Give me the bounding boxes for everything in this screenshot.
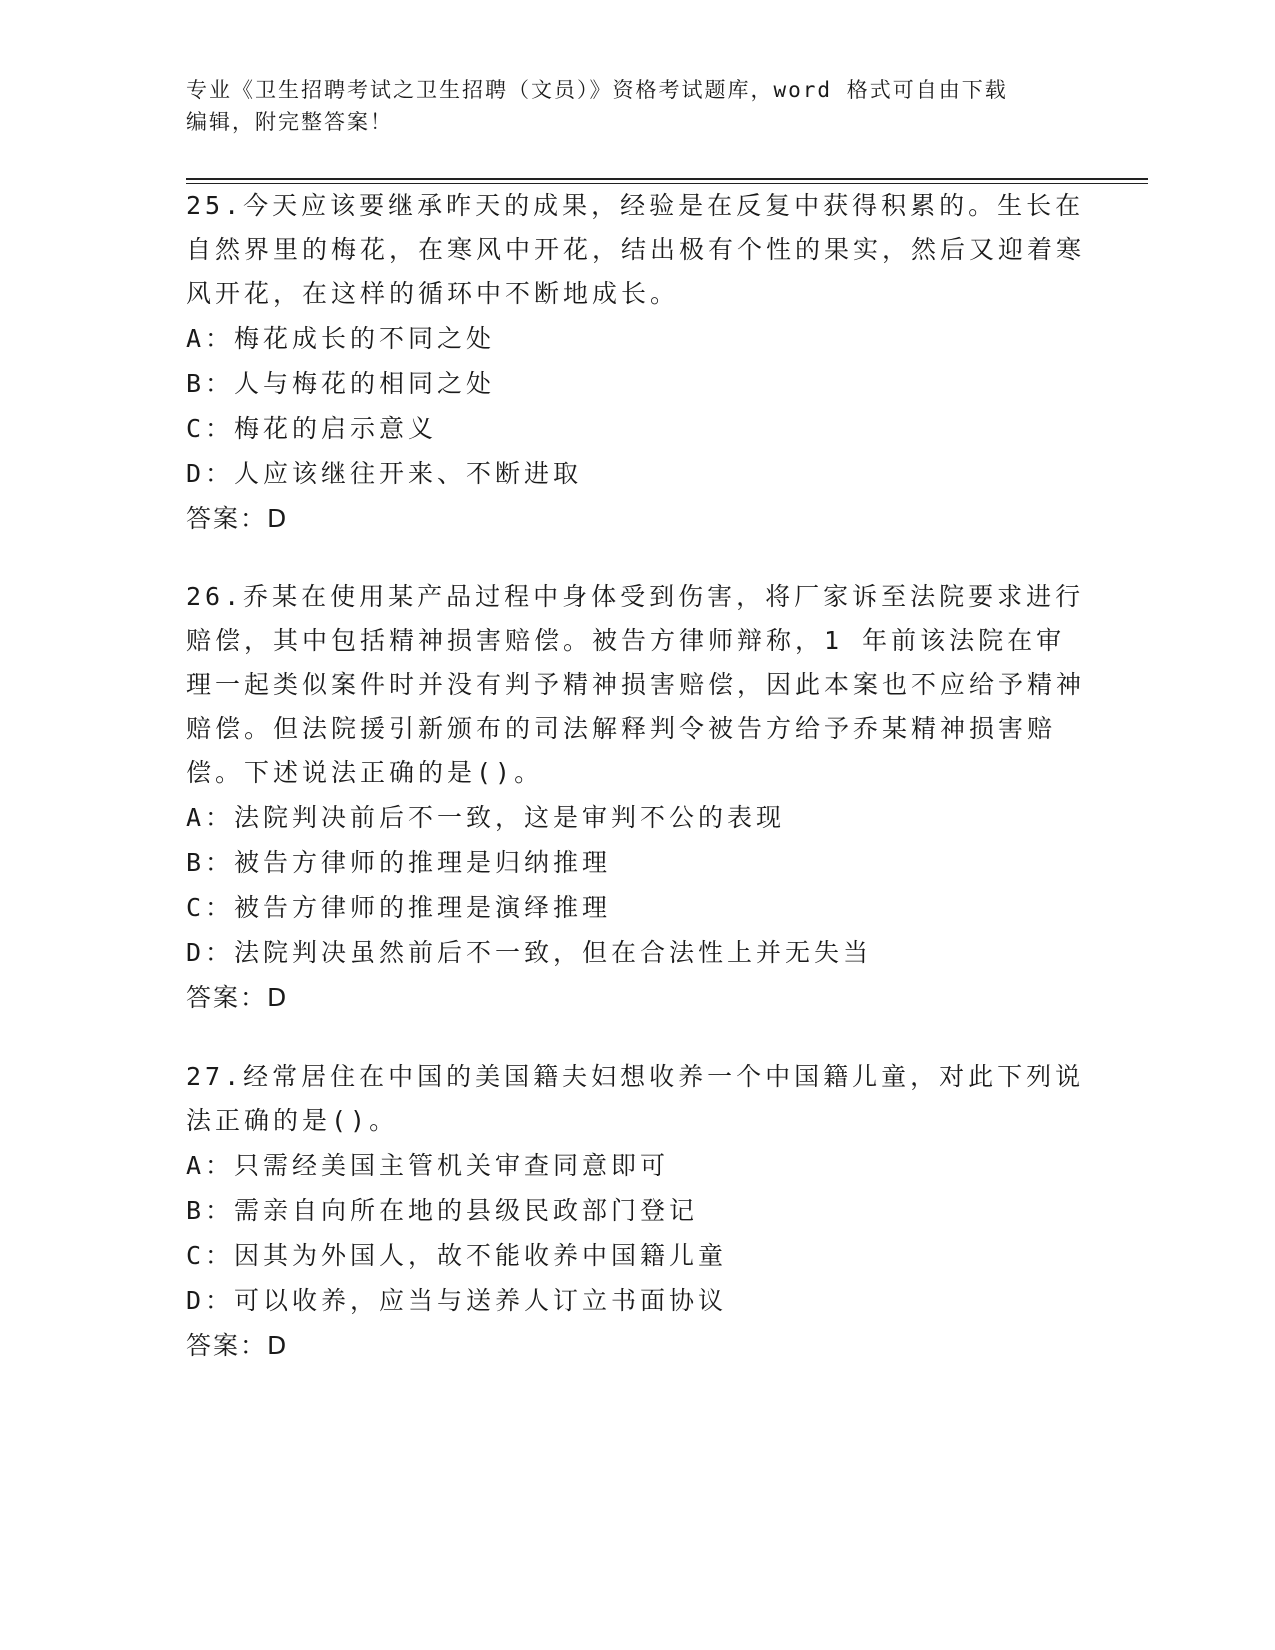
header-line-1: 专业《卫生招聘考试之卫生招聘（文员）》资格考试题库，word 格式可自由下载 (186, 78, 1008, 102)
option-b: B：需亲自向所在地的县级民政部门登记 (186, 1196, 699, 1225)
document-header (186, 74, 1146, 138)
option-a: A：只需经美国主管机关审查同意即可 (186, 1151, 670, 1180)
question-stem: 26.乔某在使用某产品过程中身体受到伤害，将厂家诉至法院要求进行赔偿，其中包括精神损害赔偿。被告方律师辩称，1 年前该法院在审理一起类似案件时并没有判予精神损害赔偿，因此本案也不应给予精神赔偿。但法院援引新颁布的司法解释判令被告方给予乔某精神损害赔偿。下述说法正确的是()。 (186, 582, 1086, 787)
option-b: B：被告方律师的推理是归纳推理 (186, 848, 612, 877)
header-line-2: 编辑，附完整答案！ (186, 110, 393, 134)
option-c: C：被告方律师的推理是演绎推理 (186, 893, 612, 922)
answer-line: 答案：D (186, 1331, 289, 1360)
question-stem: 27.经常居住在中国的美国籍夫妇想收养一个中国籍儿童，对此下列说法正确的是()。 (186, 1062, 1085, 1135)
question-25 (186, 184, 1086, 541)
option-b: B：人与梅花的相同之处 (186, 369, 496, 398)
option-a: A：梅花成长的不同之处 (186, 324, 496, 353)
question-stem: 25.今天应该要继承昨天的成果，经验是在反复中获得积累的。生长在自然界里的梅花，在寒风中开花，结出极有个性的果实，然后又迎着寒风开花，在这样的循环中不断地成长。 (186, 191, 1086, 308)
option-c: C：因其为外国人，故不能收养中国籍儿童 (186, 1241, 728, 1270)
answer-line: 答案：D (186, 504, 289, 533)
option-d: D：可以收养，应当与送养人订立书面协议 (186, 1286, 728, 1315)
answer-line: 答案：D (186, 983, 289, 1012)
option-d: D：人应该继往开来、不断进取 (186, 459, 583, 488)
divider-thick (186, 178, 1148, 180)
option-c: C：梅花的启示意义 (186, 414, 438, 443)
question-27 (186, 1055, 1086, 1368)
question-26 (186, 575, 1086, 1020)
option-a: A：法院判决前后不一致，这是审判不公的表现 (186, 803, 786, 832)
option-d: D：法院判决虽然前后不一致，但在合法性上并无失当 (186, 938, 873, 967)
